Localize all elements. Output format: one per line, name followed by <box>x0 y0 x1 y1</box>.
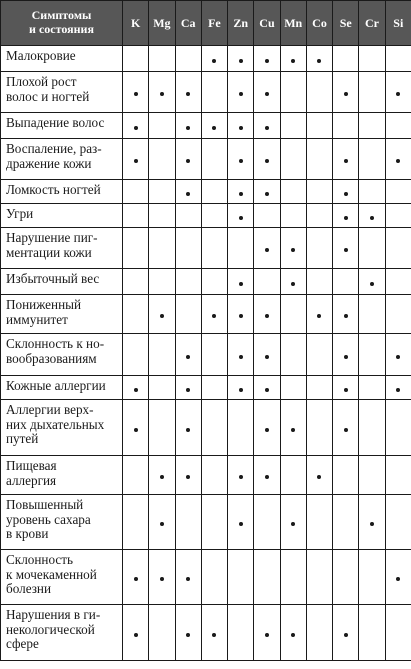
element-cell <box>333 46 359 72</box>
element-column-header: Mg <box>149 1 175 46</box>
element-cell <box>123 204 149 228</box>
element-cell <box>359 400 385 456</box>
element-cell <box>123 46 149 72</box>
mark-dot <box>239 282 243 286</box>
element-cell <box>359 269 385 295</box>
element-cell <box>228 605 254 661</box>
mark-dot <box>160 314 164 318</box>
element-cell <box>201 295 227 334</box>
mark-dot <box>317 314 321 318</box>
element-cell <box>175 269 201 295</box>
element-cell <box>149 400 175 456</box>
element-cell <box>385 113 411 139</box>
element-cell <box>228 495 254 550</box>
mark-dot <box>265 388 269 392</box>
element-cell <box>385 605 411 661</box>
symptom-label: Пищевая аллергия <box>1 456 123 495</box>
mark-dot <box>265 314 269 318</box>
element-cell <box>333 400 359 456</box>
element-cell <box>149 550 175 605</box>
element-cell <box>254 139 280 180</box>
element-cell <box>149 269 175 295</box>
symptom-label: Нарушения в ги- некологической сфере <box>1 605 123 661</box>
table-row <box>1 204 411 228</box>
element-cell <box>306 295 332 334</box>
element-cell <box>333 295 359 334</box>
mark-dot <box>134 126 138 130</box>
element-cell <box>280 228 306 269</box>
symptoms-column-header: Симптомы и состояния <box>1 1 123 46</box>
element-cell <box>306 400 332 456</box>
element-cell <box>280 495 306 550</box>
mark-dot <box>265 192 269 196</box>
element-cell <box>201 139 227 180</box>
mark-dot <box>370 522 374 526</box>
symptom-label: Склонность к но- вообразованиям <box>1 334 123 376</box>
element-cell <box>149 228 175 269</box>
element-cell <box>385 269 411 295</box>
mark-dot <box>291 522 295 526</box>
element-cell <box>359 295 385 334</box>
element-cell <box>385 204 411 228</box>
element-cell <box>201 72 227 113</box>
element-cell <box>280 605 306 661</box>
element-cell <box>123 113 149 139</box>
element-cell <box>149 605 175 661</box>
element-cell <box>254 495 280 550</box>
element-cell <box>306 495 332 550</box>
element-cell <box>123 495 149 550</box>
element-cell <box>385 495 411 550</box>
element-cell <box>385 180 411 204</box>
mark-dot <box>239 522 243 526</box>
mark-dot <box>239 192 243 196</box>
element-cell <box>201 376 227 400</box>
element-cell <box>280 456 306 495</box>
element-cell <box>175 605 201 661</box>
mark-dot <box>265 126 269 130</box>
element-cell <box>201 550 227 605</box>
element-cell <box>175 495 201 550</box>
mark-dot <box>344 633 348 637</box>
element-cell <box>359 495 385 550</box>
element-cell <box>201 180 227 204</box>
mark-dot <box>344 216 348 220</box>
mark-dot <box>212 633 216 637</box>
element-cell <box>254 334 280 376</box>
element-cell <box>306 72 332 113</box>
symptom-label: Избыточный вес <box>1 269 123 295</box>
mark-dot <box>160 577 164 581</box>
symptom-label: Выпадение волос <box>1 113 123 139</box>
element-cell <box>306 334 332 376</box>
mark-dot <box>186 192 190 196</box>
mark-dot <box>370 216 374 220</box>
element-column-header: Se <box>333 1 359 46</box>
mark-dot <box>186 633 190 637</box>
table-row <box>1 334 411 376</box>
mark-dot <box>239 59 243 63</box>
element-cell <box>254 180 280 204</box>
element-column-header: Fe <box>201 1 227 46</box>
element-cell <box>359 46 385 72</box>
mark-dot <box>186 92 190 96</box>
table-row <box>1 180 411 204</box>
element-cell <box>359 139 385 180</box>
element-cell <box>254 295 280 334</box>
mark-dot <box>265 475 269 479</box>
mark-dot <box>370 282 374 286</box>
element-column-header: Si <box>385 1 411 46</box>
mark-dot <box>239 92 243 96</box>
element-cell <box>149 295 175 334</box>
element-cell <box>254 228 280 269</box>
element-cell <box>385 228 411 269</box>
element-cell <box>228 113 254 139</box>
element-cell <box>280 204 306 228</box>
symptom-label: Малокровие <box>1 46 123 72</box>
element-cell <box>254 456 280 495</box>
element-cell <box>280 295 306 334</box>
table-row <box>1 46 411 72</box>
element-cell <box>280 139 306 180</box>
element-cell <box>123 334 149 376</box>
mark-dot <box>344 92 348 96</box>
header-row <box>1 1 411 46</box>
element-cell <box>254 550 280 605</box>
element-cell <box>123 376 149 400</box>
mark-dot <box>396 159 400 163</box>
element-cell <box>306 456 332 495</box>
mark-dot <box>291 282 295 286</box>
mark-dot <box>265 355 269 359</box>
element-cell <box>359 180 385 204</box>
element-cell <box>333 139 359 180</box>
symptom-label: Повышенный уровень сахара в крови <box>1 495 123 550</box>
element-cell <box>359 228 385 269</box>
element-cell <box>333 550 359 605</box>
mark-dot <box>239 159 243 163</box>
element-cell <box>385 376 411 400</box>
mark-dot <box>186 475 190 479</box>
element-cell <box>333 204 359 228</box>
element-cell <box>333 180 359 204</box>
table-row <box>1 228 411 269</box>
mark-dot <box>212 59 216 63</box>
element-cell <box>254 605 280 661</box>
mark-dot <box>134 159 138 163</box>
element-cell <box>149 204 175 228</box>
mark-dot <box>160 92 164 96</box>
mark-dot <box>344 248 348 252</box>
element-cell <box>280 550 306 605</box>
element-cell <box>306 376 332 400</box>
element-cell <box>359 550 385 605</box>
element-cell <box>280 180 306 204</box>
element-cell <box>359 605 385 661</box>
element-cell <box>359 204 385 228</box>
symptom-label: Ломкость ногтей <box>1 180 123 204</box>
mark-dot <box>265 59 269 63</box>
mark-dot <box>134 428 138 432</box>
mark-dot <box>317 59 321 63</box>
element-cell <box>149 456 175 495</box>
element-cell <box>254 204 280 228</box>
symptom-label: Пониженный иммунитет <box>1 295 123 334</box>
mark-dot <box>239 475 243 479</box>
table-row <box>1 113 411 139</box>
mark-dot <box>344 428 348 432</box>
element-cell <box>306 204 332 228</box>
element-cell <box>175 113 201 139</box>
element-cell <box>359 334 385 376</box>
mark-dot <box>239 355 243 359</box>
element-cell <box>201 46 227 72</box>
element-cell <box>175 72 201 113</box>
element-cell <box>201 456 227 495</box>
element-cell <box>333 113 359 139</box>
element-cell <box>280 334 306 376</box>
symptom-label: Склонность к мочекаменной болезни <box>1 550 123 605</box>
element-cell <box>175 400 201 456</box>
element-cell <box>175 334 201 376</box>
element-cell <box>123 269 149 295</box>
element-cell <box>333 228 359 269</box>
element-cell <box>228 139 254 180</box>
table-row <box>1 495 411 550</box>
element-cell <box>306 550 332 605</box>
element-cell <box>385 139 411 180</box>
element-cell <box>149 46 175 72</box>
element-cell <box>306 269 332 295</box>
mark-dot <box>396 355 400 359</box>
mark-dot <box>186 388 190 392</box>
element-cell <box>123 228 149 269</box>
mark-dot <box>239 126 243 130</box>
table-row <box>1 139 411 180</box>
element-cell <box>385 400 411 456</box>
mark-dot <box>160 522 164 526</box>
table-row <box>1 269 411 295</box>
element-cell <box>228 269 254 295</box>
element-cell <box>280 46 306 72</box>
element-column-header: Mn <box>280 1 306 46</box>
element-cell <box>228 204 254 228</box>
element-cell <box>333 376 359 400</box>
element-cell <box>359 113 385 139</box>
mark-dot <box>291 633 295 637</box>
element-cell <box>201 269 227 295</box>
mark-dot <box>317 475 321 479</box>
table-row <box>1 605 411 661</box>
mark-dot <box>134 633 138 637</box>
mark-dot <box>291 248 295 252</box>
symptom-label: Воспаление, раз- дражение кожи <box>1 139 123 180</box>
element-cell <box>149 334 175 376</box>
element-cell <box>201 113 227 139</box>
element-cell <box>149 180 175 204</box>
mark-dot <box>212 126 216 130</box>
element-cell <box>306 228 332 269</box>
element-cell <box>306 46 332 72</box>
element-cell <box>333 72 359 113</box>
element-cell <box>228 376 254 400</box>
element-cell <box>228 295 254 334</box>
symptom-label: Угри <box>1 204 123 228</box>
element-cell <box>228 550 254 605</box>
mark-dot <box>186 577 190 581</box>
element-cell <box>385 72 411 113</box>
mark-dot <box>134 92 138 96</box>
symptom-label: Плохой рост волос и ногтей <box>1 72 123 113</box>
element-cell <box>149 495 175 550</box>
symptom-label: Нарушение пиг- ментации кожи <box>1 228 123 269</box>
element-cell <box>333 605 359 661</box>
element-cell <box>175 295 201 334</box>
element-cell <box>123 139 149 180</box>
element-cell <box>175 204 201 228</box>
mark-dot <box>186 428 190 432</box>
element-cell <box>149 113 175 139</box>
element-cell <box>123 295 149 334</box>
element-cell <box>385 456 411 495</box>
table-row <box>1 456 411 495</box>
element-column-header: K <box>123 1 149 46</box>
element-cell <box>254 400 280 456</box>
element-cell <box>385 334 411 376</box>
element-column-header: Cu <box>254 1 280 46</box>
mark-dot <box>265 248 269 252</box>
element-cell <box>228 46 254 72</box>
element-column-header: Ca <box>175 1 201 46</box>
mark-dot <box>239 216 243 220</box>
element-cell <box>123 400 149 456</box>
element-cell <box>254 269 280 295</box>
symptom-label: Кожные аллергии <box>1 376 123 400</box>
element-cell <box>175 550 201 605</box>
element-cell <box>280 400 306 456</box>
mark-dot <box>265 428 269 432</box>
mark-dot <box>344 355 348 359</box>
element-cell <box>228 400 254 456</box>
element-column-header: Co <box>306 1 332 46</box>
element-cell <box>333 456 359 495</box>
element-cell <box>359 72 385 113</box>
element-column-header: Cr <box>359 1 385 46</box>
element-cell <box>149 72 175 113</box>
element-cell <box>123 456 149 495</box>
element-cell <box>201 400 227 456</box>
element-cell <box>201 334 227 376</box>
element-cell <box>123 180 149 204</box>
element-cell <box>123 605 149 661</box>
element-cell <box>306 139 332 180</box>
element-cell <box>149 139 175 180</box>
element-cell <box>175 376 201 400</box>
element-cell <box>254 46 280 72</box>
mark-dot <box>396 577 400 581</box>
table-row <box>1 400 411 456</box>
element-cell <box>280 113 306 139</box>
mark-dot <box>186 355 190 359</box>
mark-dot <box>265 159 269 163</box>
table-row <box>1 72 411 113</box>
mark-dot <box>344 388 348 392</box>
element-cell <box>280 269 306 295</box>
element-cell <box>175 228 201 269</box>
element-cell <box>385 46 411 72</box>
element-cell <box>385 295 411 334</box>
element-cell <box>359 376 385 400</box>
element-cell <box>333 495 359 550</box>
table-row <box>1 295 411 334</box>
element-cell <box>333 334 359 376</box>
element-cell <box>175 456 201 495</box>
mark-dot <box>396 388 400 392</box>
element-cell <box>228 228 254 269</box>
mark-dot <box>344 192 348 196</box>
mark-dot <box>186 159 190 163</box>
table-row <box>1 550 411 605</box>
element-cell <box>123 550 149 605</box>
element-cell <box>228 334 254 376</box>
element-cell <box>228 72 254 113</box>
mark-dot <box>291 59 295 63</box>
mark-dot <box>239 314 243 318</box>
mark-dot <box>239 388 243 392</box>
mark-dot <box>344 159 348 163</box>
element-cell <box>280 376 306 400</box>
table-body <box>1 46 411 661</box>
element-cell <box>306 113 332 139</box>
mark-dot <box>134 577 138 581</box>
mark-dot <box>265 92 269 96</box>
element-cell <box>175 180 201 204</box>
element-cell <box>359 456 385 495</box>
element-cell <box>149 376 175 400</box>
element-cell <box>306 605 332 661</box>
mark-dot <box>186 126 190 130</box>
table-row <box>1 376 411 400</box>
element-cell <box>201 228 227 269</box>
element-cell <box>201 605 227 661</box>
element-cell <box>201 204 227 228</box>
element-cell <box>306 180 332 204</box>
element-cell <box>123 72 149 113</box>
element-cell <box>228 456 254 495</box>
element-cell <box>280 72 306 113</box>
mark-dot <box>291 428 295 432</box>
element-cell <box>175 139 201 180</box>
element-cell <box>385 550 411 605</box>
mark-dot <box>134 388 138 392</box>
element-column-header: Zn <box>228 1 254 46</box>
mark-dot <box>160 475 164 479</box>
mark-dot <box>265 633 269 637</box>
element-cell <box>254 376 280 400</box>
mark-dot <box>344 314 348 318</box>
element-cell <box>201 495 227 550</box>
mark-dot <box>212 314 216 318</box>
element-cell <box>333 269 359 295</box>
symptom-label: Аллергии верх- них дыхательных путей <box>1 400 123 456</box>
element-cell <box>254 72 280 113</box>
element-cell <box>175 46 201 72</box>
element-cell <box>228 180 254 204</box>
mark-dot <box>396 92 400 96</box>
element-cell <box>254 113 280 139</box>
